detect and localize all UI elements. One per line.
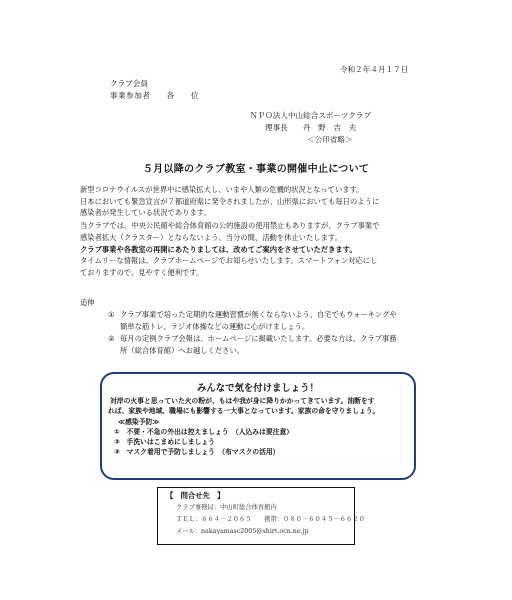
prevention-item: ② 手洗いはこまめにしましょう <box>114 438 215 446</box>
caution-line: れば、家族や地域、職場にも影響する一大事となっています。家族の命を守りましょう。 <box>108 407 380 415</box>
paragraph-2: 日本においても緊急宣言が７都道府県に発令されましたが、山形県においても毎日のように <box>80 196 380 206</box>
recipient-line-2: 事業参加者 各 位 <box>110 91 200 100</box>
caution-line: 対岸の火事と思っていた火の粉が、もはや我が身に降りかかってきています。油断をす <box>110 397 375 405</box>
addendum-item-line: 毎月の定例クラブ会報は、ホームページに掲載いたします。必要な方は、クラブ事務 <box>120 334 397 343</box>
paragraph-5: タイムリーな情報は、クラブホームページでお知らせいたします。スマートフォン対応にし <box>80 256 378 266</box>
addendum-item <box>108 309 428 333</box>
addendum-item-line: 所（総合体育館）へお越しください。 <box>120 345 245 355</box>
prevention-item: ③ マスク着用で予防しましょう （布マスクの活用） <box>114 448 280 456</box>
body-text <box>80 184 428 279</box>
caution-box <box>100 372 416 480</box>
addendum-label: 追伸 <box>80 298 95 307</box>
recipient-line-1: クラブ会員 <box>110 79 148 88</box>
addendum-item-number: ① <box>108 310 115 319</box>
contact-email: メール：nakayamasc2005@shirt.ocn.ne.jp <box>176 528 309 535</box>
organization-name: ＮＰＯ法人中山総合スポーツクラブ <box>250 111 372 120</box>
prevention-item: ① 不要・不急の外出は控えましょう （人込みは要注意） <box>114 428 294 436</box>
addendum-item-line: 簡単な筋トレ、ラジオ体操などの運動に心がけましょう。 <box>120 321 310 331</box>
caution-heading: みんなで気を付けましょう！ <box>197 383 319 394</box>
paragraph-1: 新型コロナウイルスが世界中に感染拡大し、いまや人類の危機的状況となっています。 <box>80 185 364 194</box>
contact-box <box>157 487 365 545</box>
seal-omitted-note: ＜公印省略＞ <box>307 135 353 144</box>
paragraph-2-cont: 感染者が発生している状況であります。 <box>80 208 211 218</box>
paragraph-3: 当クラブでは、中央公民館や総合体育館の公的施設の使用禁止もありますが、クラブ事業で <box>80 221 380 231</box>
prevention-heading: ≪感染予防≫ <box>118 418 160 426</box>
contact-phone: ＴＥＬ：６６４－２０６５ 携帯：０８０－６０４５－６６２０ <box>176 516 365 523</box>
contact-heading: 【 問合せ先 】 <box>166 491 225 500</box>
document-title: ５月以降のクラブ教室・事業の開催中止について <box>142 164 370 175</box>
addendum-item-number: ② <box>108 334 115 343</box>
issue-date: 令和２年４月１７日 <box>340 65 409 74</box>
addendum-item-line: クラブ事業で培った定期的な運動習慣が無くならないよう、自宅でもウォーキングや <box>120 310 397 319</box>
addendum-item <box>108 333 428 357</box>
contact-office: クラブ事務局：中山町総合体育館内 <box>176 504 277 511</box>
representative-name: 理事長 丹 野 吉 夫 <box>265 123 357 132</box>
paragraph-3-cont: 感染者拡大（クラスター）とならないよう、当分の間、活動を休止いたします。 <box>80 232 342 242</box>
paragraph-5-cont: ておりますので、見やすく便利です。 <box>80 267 204 277</box>
paragraph-4: クラブ事業や各教室の再開にあたりましては、改めてご案内をさせていただきます。 <box>80 244 357 254</box>
